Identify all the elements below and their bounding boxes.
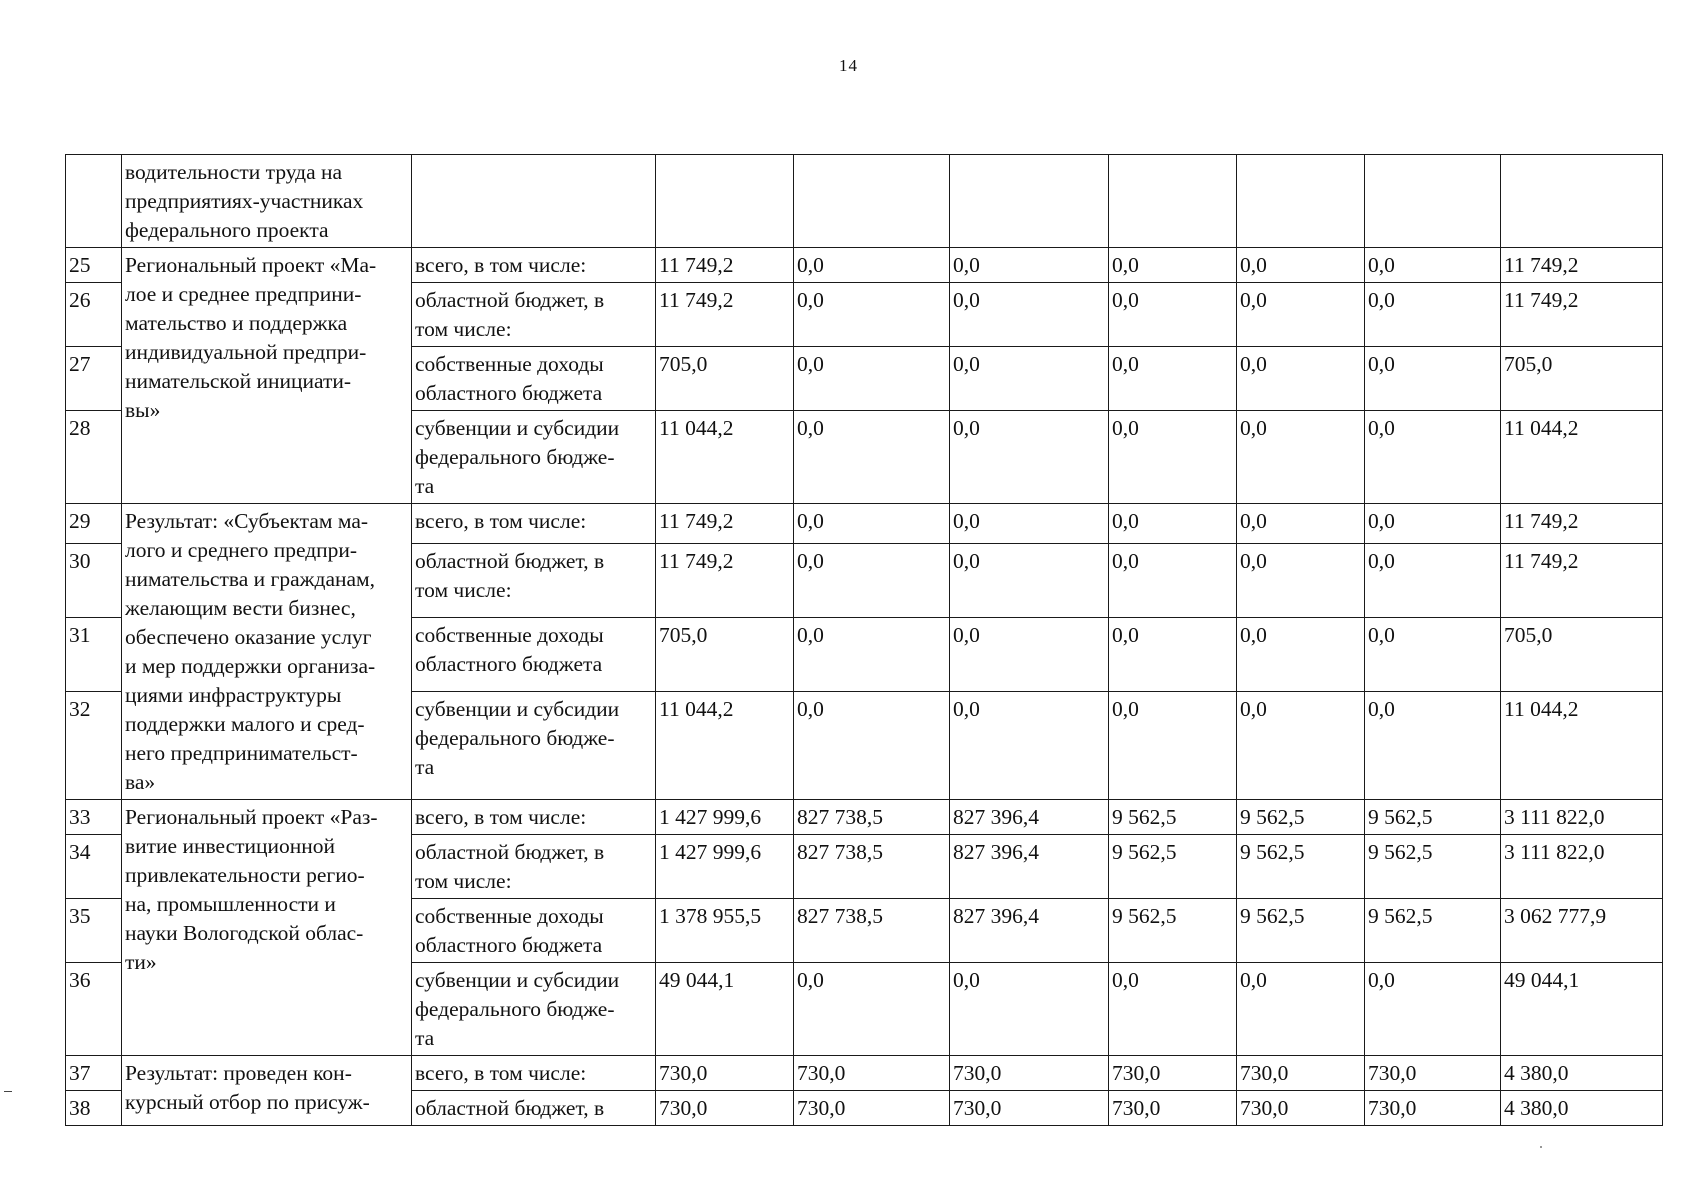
value-cell: 0,0 [950,618,1109,692]
value-cell: 0,0 [1237,504,1365,544]
value-cell: 730,0 [1365,1056,1501,1091]
budget-table-body [66,155,1663,1126]
value-cell: 0,0 [1365,504,1501,544]
funding-source-cell [412,899,656,963]
funding-source-cell [412,544,656,618]
value-cell: 0,0 [1109,963,1237,1056]
row-number-cell: 38 [66,1091,122,1126]
name-line: федерального проекта [125,218,329,242]
row-number-cell: 25 [66,248,122,283]
name-line: предприятиях-участниках [125,189,364,213]
value-cell: 730,0 [1365,1091,1501,1126]
funding-source-cell [412,1056,656,1091]
name-line: обеспечено оказание услуг [125,625,372,649]
funding-source-cell [412,800,656,835]
row-number-cell [66,155,122,248]
total-value-cell: 11 749,2 [1501,504,1663,544]
value-cell: 0,0 [950,283,1109,347]
funding-source-line: федерального бюдже- [415,726,615,751]
funding-source-line: том числе: [415,317,512,341]
funding-source-cell [412,618,656,692]
funding-source-cell [412,283,656,347]
row-number-cell: 27 [66,347,122,411]
value-cell: 11 749,2 [656,283,794,347]
value-cell: 0,0 [794,283,950,347]
value-cell: 9 562,5 [1365,835,1501,899]
value-cell: 730,0 [1237,1091,1365,1126]
item-name-cell [122,504,412,800]
table-row [66,1056,1663,1091]
value-cell: 0,0 [794,618,950,692]
value-cell [1109,155,1237,248]
name-line: на, промышленности и [125,892,336,916]
value-cell: 9 562,5 [1365,899,1501,963]
funding-source-cell [412,1091,656,1126]
name-line: Результат: проведен кон- [125,1061,352,1085]
value-cell: 0,0 [950,347,1109,411]
value-cell: 0,0 [1109,504,1237,544]
funding-source-line: федерального бюдже- [415,997,615,1021]
name-line: лого и среднего предпри- [125,538,358,562]
name-line: и мер поддержки организа- [125,654,376,678]
row-number-cell: 31 [66,618,122,692]
value-cell: 827 738,5 [794,835,950,899]
funding-source-line: областной бюджет, в [415,840,605,864]
funding-source-line: областного бюджета [415,381,603,405]
name-line: витие инвестиционной [125,834,336,858]
value-cell: 0,0 [950,544,1109,618]
value-cell: 0,0 [1237,963,1365,1056]
total-value-cell: 11 044,2 [1501,692,1663,800]
name-line: поддержки малого и сред- [125,712,365,736]
row-number-cell: 36 [66,963,122,1056]
row-number-cell: 28 [66,411,122,504]
funding-source-cell [412,835,656,899]
item-name-cell [122,800,412,1056]
row-number-cell: 35 [66,899,122,963]
total-value-cell: 705,0 [1501,347,1663,411]
value-cell [1365,155,1501,248]
funding-source-cell [412,411,656,504]
total-value-cell: 11 749,2 [1501,283,1663,347]
value-cell [1501,155,1663,248]
value-cell: 11 749,2 [656,544,794,618]
value-cell: 9 562,5 [1237,899,1365,963]
funding-source-line: всего, в том числе: [415,509,587,533]
value-cell: 730,0 [794,1091,950,1126]
funding-source-line: областной бюджет, в [415,549,605,574]
total-value-cell: 11 749,2 [1501,248,1663,283]
value-cell: 0,0 [1365,692,1501,800]
value-cell: 0,0 [950,504,1109,544]
value-cell: 9 562,5 [1109,800,1237,835]
funding-source-line: федерального бюдже- [415,445,615,469]
name-line: привлекательности регио- [125,863,365,887]
value-cell: 0,0 [1237,411,1365,504]
name-line: нимательской инициати- [125,369,352,393]
row-number-cell: 30 [66,544,122,618]
value-cell: 0,0 [950,411,1109,504]
name-line: желающим вести бизнес, [125,596,356,620]
scan-mark [4,1091,12,1092]
table-row [66,248,1663,283]
value-cell: 0,0 [1365,347,1501,411]
name-line: циями инфраструктуры [125,683,342,707]
row-number-cell: 34 [66,835,122,899]
value-cell: 827 396,4 [950,800,1109,835]
value-cell: 0,0 [1109,248,1237,283]
total-value-cell: 4 380,0 [1501,1091,1663,1126]
value-cell: 49 044,1 [656,963,794,1056]
funding-source-line: том числе: [415,578,512,603]
value-cell: 730,0 [950,1091,1109,1126]
value-cell: 827 396,4 [950,835,1109,899]
name-line: курсный отбор по присуж- [125,1090,370,1114]
value-cell: 730,0 [1109,1056,1237,1091]
total-value-cell: 3 111 822,0 [1501,835,1663,899]
name-line: водительности труда на [125,160,343,184]
value-cell: 0,0 [794,504,950,544]
funding-source-cell [412,504,656,544]
funding-source-line: областной бюджет, в [415,288,605,312]
name-line: Результат: «Субъектам ма- [125,509,369,533]
value-cell: 0,0 [1237,618,1365,692]
value-cell: 0,0 [1109,618,1237,692]
row-number-cell: 32 [66,692,122,800]
value-cell: 1 378 955,5 [656,899,794,963]
name-line: мательство и поддержка [125,311,348,335]
total-value-cell: 3 062 777,9 [1501,899,1663,963]
funding-source-line: том числе: [415,869,512,893]
value-cell: 730,0 [794,1056,950,1091]
item-name-cell [122,1056,412,1126]
kind-cell [412,155,656,248]
item-name-cell [122,248,412,504]
funding-source-line: областного бюджета [415,652,603,677]
value-cell [794,155,950,248]
funding-source-cell [412,248,656,283]
row-number-cell: 33 [66,800,122,835]
total-value-cell: 11 749,2 [1501,544,1663,618]
value-cell: 827 396,4 [950,899,1109,963]
value-cell: 0,0 [1109,692,1237,800]
value-cell: 0,0 [1109,283,1237,347]
value-cell: 0,0 [794,347,950,411]
value-cell: 0,0 [1237,283,1365,347]
value-cell: 0,0 [794,411,950,504]
value-cell: 0,0 [1365,411,1501,504]
value-cell: 730,0 [1237,1056,1365,1091]
value-cell: 0,0 [1365,283,1501,347]
continuation-name-cell [122,155,412,248]
value-cell: 0,0 [794,248,950,283]
funding-source-cell [412,692,656,800]
value-cell: 730,0 [656,1091,794,1126]
value-cell: 0,0 [1365,963,1501,1056]
name-line: науки Вологодской облас- [125,921,364,945]
name-line: ти» [125,950,157,974]
table-row-continuation [66,155,1663,248]
value-cell: 11 044,2 [656,411,794,504]
value-cell: 0,0 [950,963,1109,1056]
funding-source-line: всего, в том числе: [415,805,587,829]
row-number-cell: 37 [66,1056,122,1091]
value-cell: 827 738,5 [794,899,950,963]
name-line: лое и среднее предприни- [125,282,362,306]
total-value-cell: 4 380,0 [1501,1056,1663,1091]
value-cell: 0,0 [1365,544,1501,618]
name-line: Региональный проект «Ма- [125,253,377,277]
funding-source-line: собственные доходы [415,904,604,928]
page-number: 14 [839,56,858,75]
total-value-cell: 705,0 [1501,618,1663,692]
budget-table [65,154,1663,1126]
name-line: него предпринимательст- [125,741,358,765]
value-cell: 0,0 [794,692,950,800]
funding-source-line: та [415,1026,435,1050]
value-cell [950,155,1109,248]
value-cell: 0,0 [1365,248,1501,283]
value-cell: 9 562,5 [1237,800,1365,835]
name-line: нимательства и гражданам, [125,567,376,591]
name-line: индивидуальной предпри- [125,340,367,364]
value-cell: 0,0 [1237,248,1365,283]
name-line: вы» [125,398,161,422]
funding-source-line: областного бюджета [415,933,603,957]
value-cell: 9 562,5 [1237,835,1365,899]
value-cell [656,155,794,248]
value-cell: 9 562,5 [1365,800,1501,835]
value-cell: 0,0 [1365,618,1501,692]
value-cell: 9 562,5 [1109,835,1237,899]
value-cell: 0,0 [1237,692,1365,800]
value-cell: 0,0 [950,692,1109,800]
row-number-cell: 26 [66,283,122,347]
value-cell: 0,0 [1109,347,1237,411]
funding-source-line: та [415,755,435,780]
value-cell: 705,0 [656,618,794,692]
funding-source-line: собственные доходы [415,352,604,376]
funding-source-line: та [415,474,435,498]
value-cell: 730,0 [1109,1091,1237,1126]
value-cell: 0,0 [1237,544,1365,618]
value-cell: 9 562,5 [1109,899,1237,963]
value-cell: 1 427 999,6 [656,800,794,835]
row-number-cell: 29 [66,504,122,544]
value-cell: 0,0 [794,963,950,1056]
value-cell: 0,0 [1109,411,1237,504]
value-cell: 0,0 [794,544,950,618]
funding-source-line: собственные доходы [415,623,604,648]
funding-source-line: субвенции и субсидии [415,697,620,722]
value-cell: 730,0 [656,1056,794,1091]
funding-source-line: областной бюджет, в [415,1096,605,1120]
value-cell: 1 427 999,6 [656,835,794,899]
total-value-cell: 11 044,2 [1501,411,1663,504]
funding-source-line: субвенции и субсидии [415,416,620,440]
funding-source-cell [412,347,656,411]
value-cell: 0,0 [1237,347,1365,411]
funding-source-line: субвенции и субсидии [415,968,620,992]
funding-source-line: всего, в том числе: [415,253,587,277]
total-value-cell: 49 044,1 [1501,963,1663,1056]
table-row [66,800,1663,835]
name-line: ва» [125,770,156,794]
value-cell: 11 749,2 [656,248,794,283]
value-cell: 827 738,5 [794,800,950,835]
funding-source-line: всего, в том числе: [415,1061,587,1085]
value-cell: 705,0 [656,347,794,411]
value-cell: 11 044,2 [656,692,794,800]
table-row [66,504,1663,544]
scan-dot [1540,1146,1542,1148]
value-cell [1237,155,1365,248]
name-line: Региональный проект «Раз- [125,805,378,829]
value-cell: 11 749,2 [656,504,794,544]
value-cell: 0,0 [950,248,1109,283]
value-cell: 0,0 [1109,544,1237,618]
total-value-cell: 3 111 822,0 [1501,800,1663,835]
funding-source-cell [412,963,656,1056]
value-cell: 730,0 [950,1056,1109,1091]
